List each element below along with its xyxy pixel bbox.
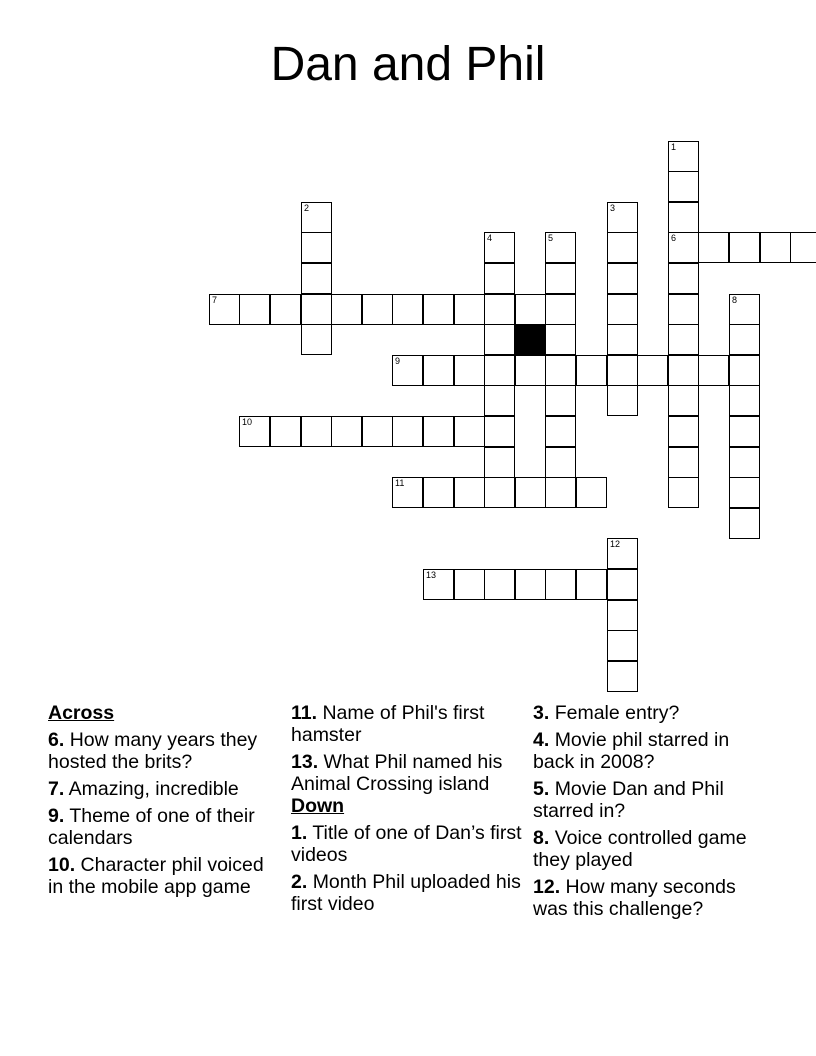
grid-cell[interactable]	[301, 232, 332, 263]
grid-cell[interactable]	[729, 355, 760, 386]
cell-number: 11	[395, 478, 405, 488]
grid-cell[interactable]	[607, 385, 638, 416]
grid-cell[interactable]	[423, 477, 454, 508]
cell-number: 6	[671, 233, 677, 243]
grid-cell[interactable]	[484, 416, 515, 447]
grid-cell[interactable]	[515, 569, 546, 600]
grid-cell[interactable]	[607, 355, 638, 386]
grid-cell[interactable]	[668, 141, 699, 172]
clue-number: 9.	[48, 805, 65, 827]
grid-cell[interactable]	[392, 416, 423, 447]
grid-cell[interactable]	[454, 416, 485, 447]
grid-cell[interactable]	[239, 416, 270, 447]
grid-cell[interactable]	[760, 232, 791, 263]
grid-cell[interactable]	[301, 294, 332, 325]
grid-cell[interactable]	[515, 294, 546, 325]
clue-across-9	[48, 805, 284, 849]
grid-cell[interactable]	[668, 447, 699, 478]
cell-number: 5	[548, 233, 554, 243]
clue-text: Name of Phil's first hamster	[291, 702, 485, 746]
grid-cell[interactable]	[607, 202, 638, 233]
grid-cell[interactable]	[331, 294, 362, 325]
grid-cell[interactable]	[698, 232, 729, 263]
clue-column-2	[291, 702, 527, 920]
grid-cell[interactable]	[607, 232, 638, 263]
grid-cell[interactable]	[729, 232, 760, 263]
grid-cell[interactable]	[270, 294, 301, 325]
grid-cell[interactable]	[545, 324, 576, 355]
grid-cell[interactable]	[576, 477, 607, 508]
grid-cell[interactable]	[423, 355, 454, 386]
grid-cell[interactable]	[668, 294, 699, 325]
grid-cell[interactable]	[729, 416, 760, 447]
cell-number: 1	[671, 142, 677, 152]
grid-cell[interactable]	[668, 171, 699, 202]
grid-cell[interactable]	[576, 569, 607, 600]
grid-cell[interactable]	[515, 477, 546, 508]
clue-number: 12.	[533, 876, 561, 898]
grid-cell[interactable]	[607, 263, 638, 294]
clue-column-3	[533, 702, 769, 925]
grid-cell[interactable]	[301, 416, 332, 447]
grid-cell[interactable]	[454, 294, 485, 325]
clue-across-7	[48, 778, 284, 800]
grid-cell[interactable]	[515, 355, 546, 386]
grid-cell[interactable]	[668, 385, 699, 416]
clue-down-8	[533, 827, 769, 871]
clue-number: 3.	[533, 702, 550, 724]
grid-cell[interactable]	[545, 355, 576, 386]
clue-number: 11.	[291, 702, 318, 724]
grid-cell[interactable]	[392, 294, 423, 325]
clue-across-10	[48, 854, 284, 898]
grid-cell[interactable]	[392, 355, 423, 386]
grid-cell[interactable]	[545, 385, 576, 416]
across-heading: Across	[48, 702, 115, 724]
grid-cell[interactable]	[484, 477, 515, 508]
grid-cell[interactable]	[729, 508, 760, 539]
cell-number: 10	[242, 417, 253, 427]
grid-cell[interactable]	[668, 355, 699, 386]
grid-cell[interactable]	[301, 202, 332, 233]
cell-number: 2	[304, 203, 310, 213]
grid-cell[interactable]	[668, 477, 699, 508]
grid-cell[interactable]	[607, 294, 638, 325]
grid-cell[interactable]	[270, 416, 301, 447]
grid-cell[interactable]	[423, 294, 454, 325]
cell-number: 3	[610, 203, 616, 213]
grid-cell[interactable]	[729, 477, 760, 508]
grid-cell[interactable]	[668, 263, 699, 294]
clue-number: 6.	[48, 729, 65, 751]
grid-cell[interactable]	[423, 416, 454, 447]
clue-number: 8.	[533, 827, 550, 849]
grid-cell[interactable]	[484, 263, 515, 294]
puzzle-title: Dan and Phil	[270, 38, 546, 91]
clue-across-6	[48, 729, 284, 773]
black-cell	[515, 324, 546, 355]
cell-number: 13	[426, 570, 437, 580]
cell-number: 7	[212, 295, 218, 305]
grid-cell[interactable]	[454, 477, 485, 508]
clue-across-11	[291, 702, 527, 746]
grid-cell[interactable]	[607, 600, 638, 631]
grid-cell[interactable]	[668, 232, 699, 263]
clue-text: Month Phil uploaded his first video	[291, 871, 521, 915]
clue-down-3	[533, 702, 769, 724]
clue-text: How many seconds was this challenge?	[533, 876, 736, 920]
clue-text: How many years they hosted the brits?	[48, 729, 258, 773]
grid-cell[interactable]	[484, 385, 515, 416]
grid-cell[interactable]	[668, 202, 699, 233]
clue-number: 4.	[533, 729, 550, 751]
grid-cell[interactable]	[484, 324, 515, 355]
grid-cell[interactable]	[484, 569, 515, 600]
clue-text: Amazing, incredible	[68, 778, 239, 800]
clue-number: 10.	[48, 854, 76, 876]
clue-number: 1.	[291, 822, 308, 844]
grid-cell[interactable]	[545, 447, 576, 478]
grid-cell[interactable]	[545, 294, 576, 325]
grid-cell[interactable]	[362, 294, 393, 325]
grid-cell[interactable]	[576, 355, 607, 386]
clue-column-1	[48, 702, 284, 903]
grid-cell[interactable]	[545, 569, 576, 600]
grid-cell[interactable]	[668, 324, 699, 355]
grid-cell[interactable]	[729, 447, 760, 478]
grid-cell[interactable]	[331, 416, 362, 447]
grid-cell[interactable]	[301, 263, 332, 294]
grid-cell[interactable]	[454, 569, 485, 600]
grid-cell[interactable]	[729, 294, 760, 325]
clue-down-4	[533, 729, 769, 773]
clue-number: 2.	[291, 871, 308, 893]
clue-number: 5.	[533, 778, 550, 800]
grid-cell[interactable]	[454, 355, 485, 386]
clue-text: Voice controlled game they played	[533, 827, 747, 871]
grid-cell[interactable]	[392, 477, 423, 508]
grid-cell[interactable]	[484, 232, 515, 263]
grid-cell[interactable]	[607, 538, 638, 569]
clue-text: Character phil voiced in the mobile app game	[48, 854, 264, 898]
grid-cell[interactable]	[729, 385, 760, 416]
grid-cell[interactable]	[607, 661, 638, 692]
grid-cell[interactable]	[545, 232, 576, 263]
grid-cell[interactable]	[637, 355, 668, 386]
grid-cell[interactable]	[545, 263, 576, 294]
clue-text: Movie phil starred in back in 2008?	[533, 729, 730, 773]
grid-cell[interactable]	[607, 630, 638, 661]
grid-cell[interactable]	[484, 355, 515, 386]
grid-cell[interactable]	[607, 569, 638, 600]
grid-cell[interactable]	[301, 324, 332, 355]
grid-cell[interactable]	[729, 324, 760, 355]
grid-cell[interactable]	[484, 294, 515, 325]
down-heading: Down	[291, 795, 345, 817]
clue-down-5	[533, 778, 769, 822]
clue-text: Theme of one of their calendars	[48, 805, 255, 849]
clue-number: 13.	[291, 751, 319, 773]
cell-number: 4	[487, 233, 493, 243]
cell-number: 9	[395, 356, 401, 366]
clue-number: 7.	[48, 778, 65, 800]
clue-across-13	[291, 751, 527, 795]
grid-cell[interactable]	[545, 416, 576, 447]
grid-cell[interactable]	[209, 294, 240, 325]
cell-number: 12	[610, 539, 621, 549]
grid-cell[interactable]	[607, 324, 638, 355]
clue-down-1	[291, 822, 527, 866]
grid-cell[interactable]	[545, 477, 576, 508]
clue-text: Movie Dan and Phil starred in?	[533, 778, 724, 822]
grid-cell[interactable]	[484, 447, 515, 478]
clue-text: Female entry?	[554, 702, 680, 724]
grid-cell[interactable]	[668, 416, 699, 447]
clue-down-12	[533, 876, 769, 920]
grid-cell[interactable]	[362, 416, 393, 447]
cell-number: 8	[732, 295, 738, 305]
grid-cell[interactable]	[239, 294, 270, 325]
clue-text: What Phil named his Animal Crossing island	[291, 751, 503, 795]
clue-down-2	[291, 871, 527, 915]
grid-cell[interactable]	[790, 232, 816, 263]
grid-cell[interactable]	[698, 355, 729, 386]
clue-text: Title of one of Dan’s first videos	[291, 822, 522, 866]
grid-cell[interactable]	[423, 569, 454, 600]
